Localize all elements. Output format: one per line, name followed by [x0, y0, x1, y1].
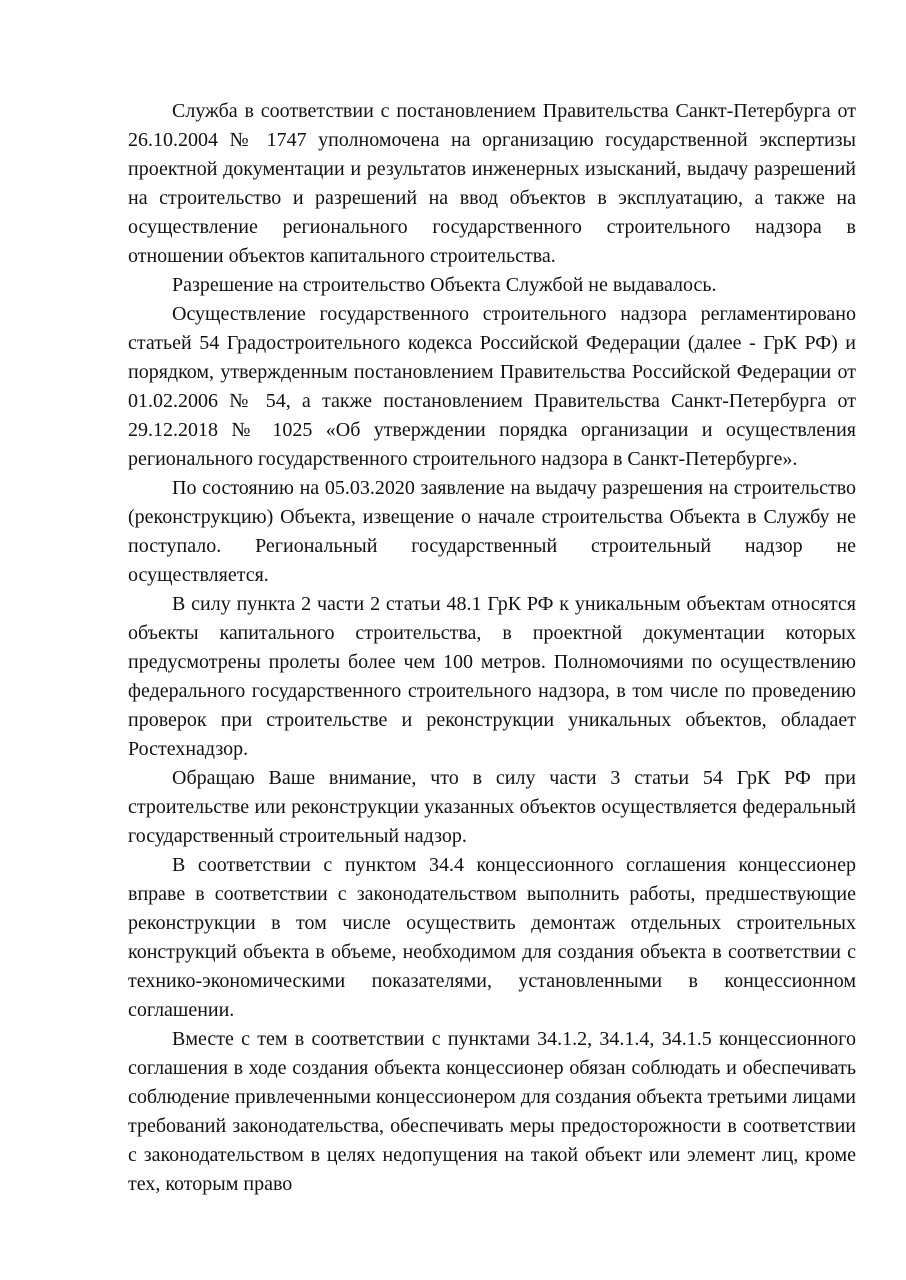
paragraph-supervision-regulation: Осуществление государственного строительного надзора регламентировано статьей 54 Градостроительного кодекса Российской Федерации (далее - ГрК РФ) и порядком, утвержденным постановлением Правительства Российской Федерации от 01.02.2006 № 54, а также постановлением Правительства Санкт-Петербурга от 29.12.2018 № 1025 «Об утверждении порядка организации и осуществления регионального государственного строительного надзора в Санкт-Петербурге». [128, 303, 856, 470]
paragraph-permit-not-issued: Разрешение на строительство Объекта Службой не выдавалось. [172, 274, 717, 296]
paragraph-service-authority: Служба в соответствии с постановлением Правительства Санкт-Петербурга от 26.10.2004 № 1747 уполномочена на организацию государственной экспертизы проектной документации и результатов инженерных изысканий, выдачу разрешений на строительство и разрешений на ввод объектов в эксплуатацию, а также на осуществление регионального государственного строительного надзора в отношении объектов капитального строительства. [128, 100, 856, 267]
paragraph-federal-supervision: Обращаю Ваше внимание, что в силу части 3 статьи 54 ГрК РФ при строительстве или реконструкции указанных объектов осуществляется федеральный государственный строительный надзор. [128, 767, 856, 847]
paragraph-unique-objects: В силу пункта 2 части 2 статьи 48.1 ГрК РФ к уникальным объектам относятся объекты капитального строительства, в проектной документации которых предусмотрены пролеты более чем 100 метров. Полномочиями по осуществлению федерального государственного строительного надзора, в том числе по проведению проверок при строительстве и реконструкции уникальных объектов, обладает Ростехнадзор. [128, 593, 856, 760]
document-body [128, 97, 856, 1199]
paragraph-concession-works: В соответствии с пунктом 34.4 концессионного соглашения концессионер вправе в соответствии с законодательством выполнить работы, предшествующие реконструкции в том числе осуществить демонтаж отдельных строительных конструкций объекта в объеме, необходимом для создания объекта в соответствии с технико-экономическими показателями, установленными в концессионном соглашении. [128, 854, 856, 1021]
paragraph-concession-obligations: Вместе с тем в соответствии с пунктами 34.1.2, 34.1.4, 34.1.5 концессионного соглашения в ходе создания объекта концессионер обязан соблюдать и обеспечивать соблюдение привлеченными концессионером для создания объекта третьими лицами требований законодательства, обеспечивать меры предосторожности в соответствии с законодательством в целях недопущения на такой объект или элемент лиц, кроме тех, которым право [128, 1028, 856, 1195]
paragraph-application-status: По состоянию на 05.03.2020 заявление на выдачу разрешения на строительство (реконструкцию) Объекта, извещение о начале строительства Объекта в Службу не поступало. Региональный государственный строительный надзор не осуществляется. [128, 477, 856, 586]
